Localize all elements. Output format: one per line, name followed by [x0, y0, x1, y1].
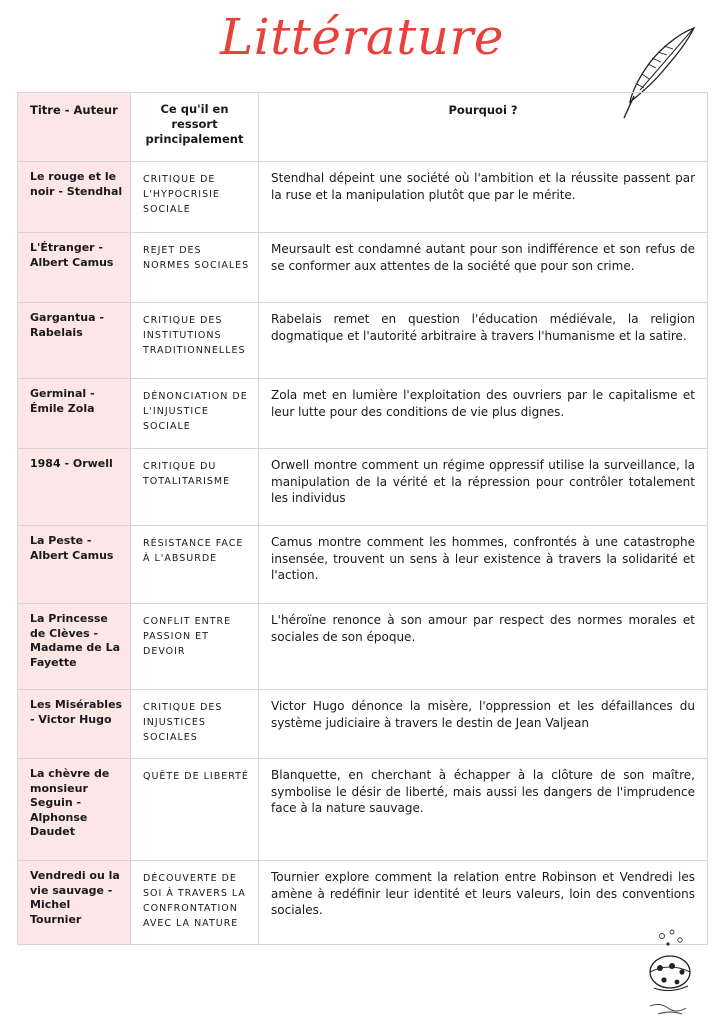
work-title: Vendredi ou la vie sauvage - Michel Tournier: [18, 861, 131, 945]
work-title: L'Étranger - Albert Camus: [18, 233, 131, 303]
explanation: Meursault est condamné autant pour son indifférence et son refus de se conformer aux attentes de la société que pour son crime.: [259, 233, 708, 303]
explanation: Stendhal dépeint une société où l'ambition et la réussite passent par la ruse et la manipulation plutôt que par le mérite.: [259, 162, 708, 233]
explanation: Rabelais remet en question l'éducation médiévale, la religion dogmatique et l'autorité arbitraire à travers l'humanisme et la satire.: [259, 303, 708, 379]
table-header-row: [18, 93, 708, 162]
main-theme: RÉSISTANCE FACE À L'ABSURDE: [131, 526, 259, 604]
page-title: Littérature: [220, 8, 504, 66]
explanation: Zola met en lumière l'exploitation des ouvriers par le capitalisme et leur lutte pour des conditions de vie plus dignes.: [259, 379, 708, 449]
explanation: Camus montre comment les hommes, confrontés à une catastrophe insensée, trouvent un sens à leur existence à travers la solidarité et l'action.: [259, 526, 708, 604]
table-row: [18, 861, 708, 945]
table-row: [18, 449, 708, 526]
main-theme: CRITIQUE DES INSTITUTIONS TRADITIONNELLES: [131, 303, 259, 379]
main-theme: DÉNONCIATION DE L'INJUSTICE SOCIALE: [131, 379, 259, 449]
main-theme: CRITIQUE DE L'HYPOCRISIE SOCIALE: [131, 162, 259, 233]
work-title: Germinal - Émile Zola: [18, 379, 131, 449]
work-title: Gargantua - Rabelais: [18, 303, 131, 379]
table-row: [18, 759, 708, 861]
work-title: Le rouge et le noir - Stendhal: [18, 162, 131, 233]
work-title: Les Misérables - Victor Hugo: [18, 690, 131, 759]
header-why: Pourquoi ?: [259, 93, 708, 162]
table-row: [18, 162, 708, 233]
literature-table: [17, 92, 708, 945]
explanation: Victor Hugo dénonce la misère, l'oppression et les défaillances du système judiciaire à travers le destin de Jean Valjean: [259, 690, 708, 759]
header-main-idea: Ce qu'il en ressort principalement: [131, 93, 259, 162]
work-title: La chèvre de monsieur Seguin - Alphonse Daudet: [18, 759, 131, 861]
main-theme: QUÊTE DE LIBERTÉ: [131, 759, 259, 861]
explanation: L'héroïne renonce à son amour par respect des normes morales et sociales de son époque.: [259, 604, 708, 690]
main-theme: REJET DES NORMES SOCIALES: [131, 233, 259, 303]
main-theme: CRITIQUE DU TOTALITARISME: [131, 449, 259, 526]
explanation: Blanquette, en cherchant à échapper à la clôture de son maître, symbolise le désir de liberté, mais aussi les dangers de l'imprudence face à la nature sauvage.: [259, 759, 708, 861]
main-theme: DÉCOUVERTE DE SOI À TRAVERS LA CONFRONTATION AVEC LA NATURE: [131, 861, 259, 945]
explanation: Tournier explore comment la relation entre Robinson et Vendredi les amène à redéfinir leur identité et leurs valeurs, loin des conventions sociales.: [259, 861, 708, 945]
table-row: [18, 526, 708, 604]
table-row: [18, 690, 708, 759]
explanation: Orwell montre comment un régime oppressif utilise la surveillance, la manipulation de la vérité et la répression pour contrôler totalement les individus: [259, 449, 708, 526]
table-row: [18, 604, 708, 690]
main-theme: CRITIQUE DES INJUSTICES SOCIALES: [131, 690, 259, 759]
table-row: [18, 303, 708, 379]
main-theme: CONFLIT ENTRE PASSION ET DEVOIR: [131, 604, 259, 690]
header-title-author: Titre - Auteur: [18, 93, 131, 162]
work-title: La Princesse de Clèves - Madame de La Fayette: [18, 604, 131, 690]
work-title: La Peste - Albert Camus: [18, 526, 131, 604]
ladybug-logo-icon: [640, 928, 704, 1018]
table-row: [18, 233, 708, 303]
table-row: [18, 379, 708, 449]
work-title: 1984 - Orwell: [18, 449, 131, 526]
